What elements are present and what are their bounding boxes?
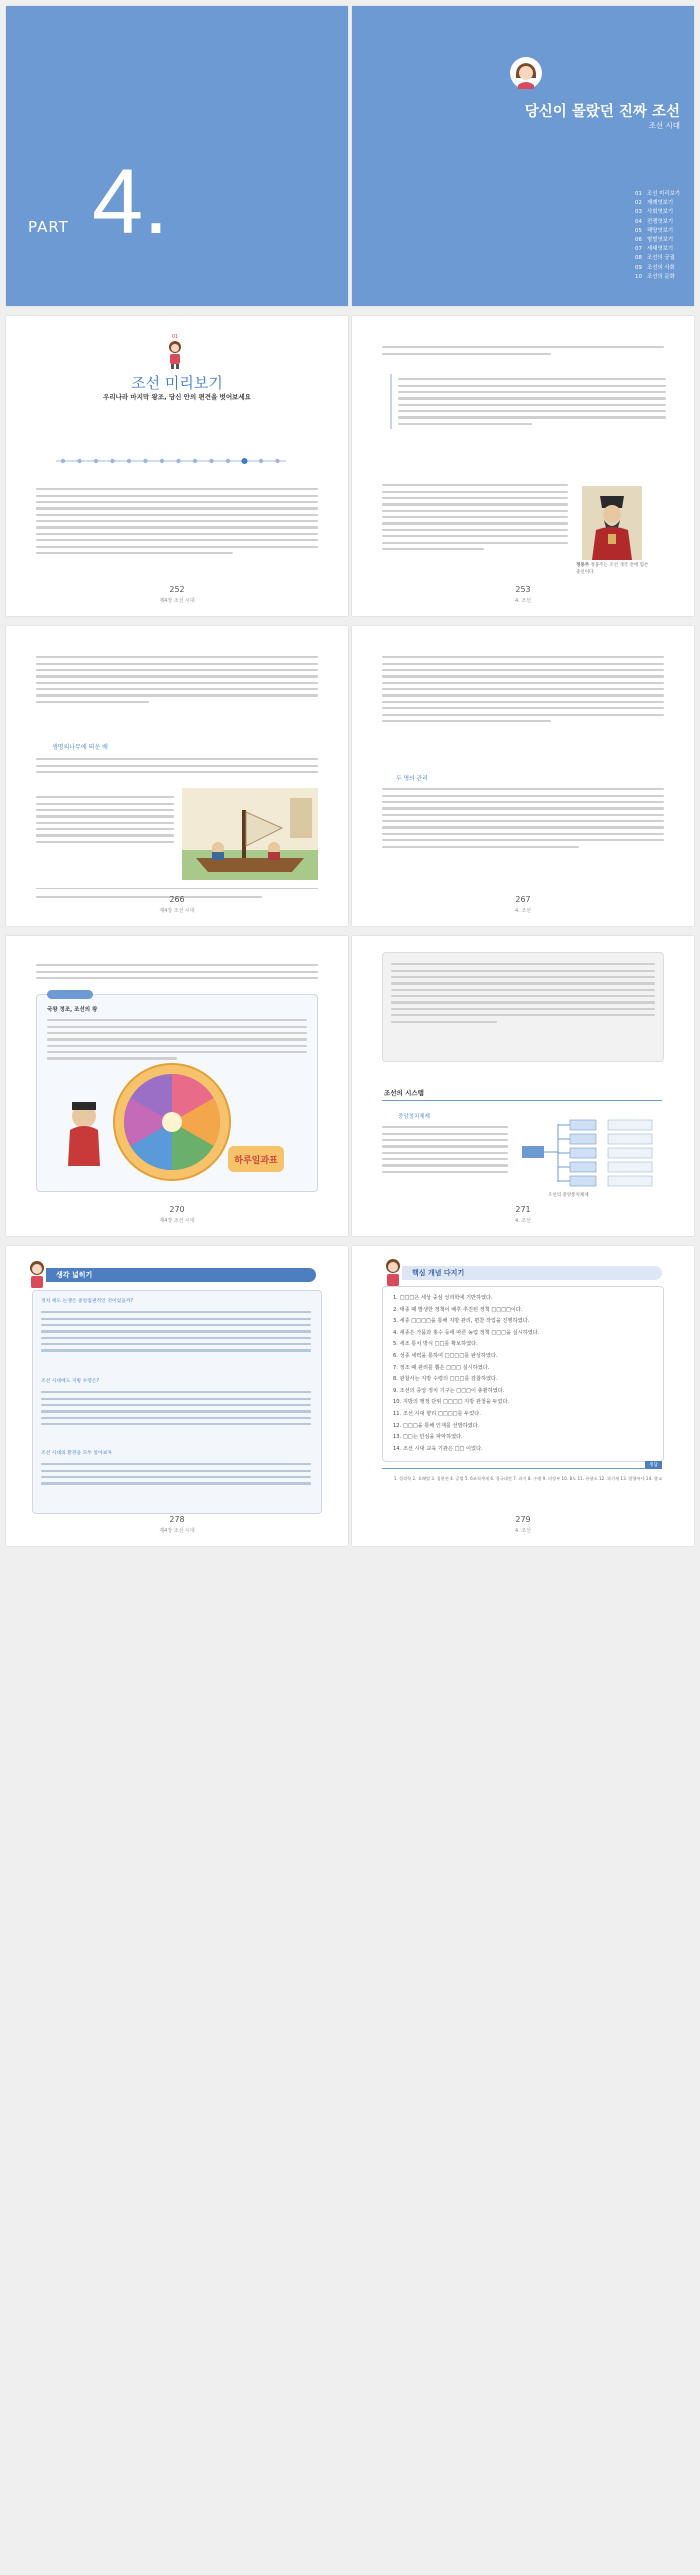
- toc-item-label: 형벌엿보기: [647, 237, 674, 244]
- page-number: 266: [169, 895, 185, 904]
- timeline-dot: [127, 459, 131, 463]
- think-header-label: 생각 넓히기: [56, 1271, 93, 1279]
- concept-item: 7. 정조 때 관리를 뽑은 □□□ 실시하였다.: [393, 1364, 490, 1371]
- answer-label: 정답: [645, 1461, 662, 1469]
- page-number: 270: [169, 1205, 185, 1214]
- page-279: [352, 1246, 694, 1546]
- chart-node: [608, 1162, 652, 1172]
- page-253: [352, 316, 694, 616]
- toc-item-number: 03: [635, 209, 642, 216]
- page-252-body: [36, 484, 318, 558]
- toc-item: [635, 236, 680, 245]
- toc-item-number: 08: [635, 255, 642, 262]
- page-266-body-mid: [36, 754, 318, 777]
- chart-caption: 조선의 중앙통치체제: [548, 1193, 589, 1198]
- toc-item-label: 해양엿보기: [647, 227, 674, 234]
- toc-item-number: 02: [635, 200, 642, 207]
- toc-item: [635, 199, 680, 208]
- page-number: 253: [515, 585, 531, 594]
- page-271-body: [382, 1122, 508, 1177]
- page-270-intro: [36, 960, 318, 983]
- system-section-bar: [382, 1100, 662, 1101]
- daily-wheel-image: [46, 1060, 286, 1184]
- page-section: 4. 조선: [514, 908, 532, 914]
- timeline-dot: [275, 459, 279, 463]
- timeline-dot: [193, 459, 197, 463]
- toc-item: [635, 245, 680, 254]
- page-266: [6, 626, 348, 926]
- concept-header-label: 핵심 개념 다지기: [412, 1269, 465, 1277]
- page-section: 제4장 조선 시대: [159, 598, 195, 604]
- page-number: 267: [515, 895, 531, 904]
- timeline-dot: [160, 459, 164, 463]
- toc-item: [635, 208, 680, 217]
- concept-item: 10. 지방의 행정 단위 □□□□ 지방 관청을 두었다.: [393, 1399, 510, 1406]
- page-266-body-top: [36, 652, 318, 707]
- chart-node: [608, 1176, 652, 1186]
- toc-item-label: 전쟁엿보기: [647, 218, 674, 225]
- toc-item-label: 조선 미리보기: [647, 191, 680, 197]
- page-267: [352, 626, 694, 926]
- page-number: 279: [515, 1515, 531, 1524]
- timeline-dot: [242, 458, 248, 464]
- preview-badge: 01: [171, 334, 179, 340]
- concept-box: [382, 1286, 664, 1462]
- timeline-dot: [61, 459, 65, 463]
- section-heading: 생명의나무에 띄운 배: [52, 744, 108, 751]
- toc-item-label: 세태엿보기: [647, 246, 674, 253]
- concept-header: [402, 1266, 662, 1280]
- cover-right-page: [352, 6, 694, 306]
- page-266-body-left: [36, 792, 174, 847]
- page-section: 4. 조선: [514, 1528, 532, 1534]
- toc-item-label: 조선의 문화: [647, 273, 675, 280]
- think-header: [46, 1268, 316, 1282]
- chart-node: [608, 1120, 652, 1130]
- section-heading: 두 명의 관리: [396, 776, 428, 782]
- answer-text: 1. 성리학 2. 호패법 3. 집현전 4. 공법 5. 6조직계제 6. 경국대전 7. 과거 8. 수령 9. 의정부 10. 8도 11. 유향소 12. 과거제 13. 암행어사 14. 향교: [393, 1476, 662, 1481]
- concept-avatar-icon: [382, 1258, 404, 1288]
- preview-title: 조선 미리보기: [131, 374, 223, 392]
- toc-item-number: 09: [635, 264, 642, 271]
- think-box: [32, 1290, 322, 1514]
- illustration-ship-image: [182, 788, 318, 880]
- concept-item: 4. 세종은 가뭄과 홍수 등에 따른 농업 정책 □□□을 실시하였다.: [393, 1329, 540, 1336]
- info-box-title: 국왕 정조, 조선의 왕: [47, 1007, 98, 1013]
- page-271: [352, 936, 694, 1236]
- toc-item: [635, 227, 680, 236]
- concept-item: 13. □□는 민심을 파악하였다.: [393, 1434, 463, 1441]
- timeline: [51, 449, 291, 473]
- spread-266-267: [6, 626, 694, 926]
- info-box-text: [47, 1015, 307, 1064]
- page-252: [6, 316, 348, 616]
- part-title: 당신이 몰랐던 진짜 조선: [524, 104, 680, 120]
- toc-item: [635, 190, 680, 199]
- wheel-label: 하루일과표: [234, 1156, 278, 1166]
- think-q1: 정치 세도 논쟁은 중앙집권적인 것이었을까?: [41, 1299, 134, 1304]
- government-chart-image: [518, 1116, 658, 1190]
- portrait-name: 정몽주: [576, 563, 590, 568]
- gray-note-box: [382, 952, 664, 1062]
- think-avatar-icon: [26, 1260, 48, 1290]
- timeline-dot: [176, 459, 180, 463]
- page-270: [6, 936, 348, 1236]
- toc-item-label: 제례엿보기: [647, 200, 674, 207]
- spread-270-271: [6, 936, 694, 1236]
- chart-node: [608, 1134, 652, 1144]
- quote-block: [390, 374, 666, 429]
- page-section: 제4장 조선 시대: [159, 1218, 195, 1224]
- page-253-intro: [382, 342, 664, 359]
- toc-item: [635, 218, 680, 227]
- info-box-label: [47, 990, 93, 999]
- toc-item-number: 04: [635, 218, 642, 225]
- timeline-dot: [209, 459, 213, 463]
- concept-item: 12. □□□을 통해 인재를 선발하였다.: [393, 1422, 480, 1429]
- part-toc: [635, 190, 680, 282]
- page-section: 4. 조선: [514, 598, 532, 604]
- concept-item: 3. 세종 □□□□을 통해 지방 관리, 편찬 작업을 진행하였다.: [393, 1318, 530, 1325]
- concept-item: 6. 성종 세력을 통하여 □□□□를 완성하였다.: [393, 1352, 498, 1359]
- timeline-dot: [259, 459, 263, 463]
- toc-item: [635, 264, 680, 273]
- toc-item-label: 사회엿보기: [647, 209, 674, 216]
- toc-item-number: 06: [635, 237, 642, 244]
- portrait-image: [582, 486, 642, 560]
- toc-item-label: 조선의 궁궐: [647, 255, 675, 262]
- part-label: PART: [28, 218, 69, 236]
- page-number: 271: [515, 1205, 531, 1214]
- spread-part-cover: [6, 6, 694, 306]
- toc-item-label: 조선의 사회: [647, 264, 675, 271]
- page-section: 4. 조선: [514, 1218, 532, 1224]
- preview-avatar-icon: [166, 340, 184, 370]
- page-number: 252: [169, 585, 185, 594]
- page-267-body-bottom: [382, 784, 664, 852]
- page-number: 278: [169, 1515, 185, 1524]
- concept-item: 1. □□□은 세상 중심 성리학에 기반하였다.: [393, 1295, 493, 1301]
- page-267-body-top: [382, 652, 664, 726]
- answer-box: [382, 1463, 662, 1503]
- concept-item: 11. 조선 시대 향리 □□□□를 두었다.: [393, 1410, 481, 1417]
- toc-item-number: 01: [635, 191, 642, 197]
- concept-item: 5. 세조 통치 방식 □□를 확보하였다.: [393, 1341, 478, 1348]
- concept-item: 2. 태종 때 발생한 정책이 배후 추진된 정책 □□□□이다.: [393, 1306, 523, 1313]
- gray-note-text: [391, 959, 655, 1027]
- toc-item-number: 07: [635, 246, 642, 253]
- system-subheading: 중앙정치체제: [398, 1114, 430, 1120]
- cover-left-page: [6, 6, 348, 306]
- chart-node: [570, 1148, 596, 1158]
- chart-node: [570, 1134, 596, 1144]
- part-subtitle: 조선 시대: [648, 121, 680, 130]
- chart-node: [570, 1162, 596, 1172]
- spread-252-253: [6, 316, 694, 616]
- timeline-dot: [77, 459, 81, 463]
- concept-item: 8. 관찰사는 지방 수령의 □□□를 감찰하였다.: [393, 1376, 498, 1383]
- toc-item: [635, 273, 680, 282]
- concept-item: 14. 조선 시대 교육 기관은 □□ 이었다.: [393, 1445, 483, 1452]
- toc-item-number: 10: [635, 273, 642, 280]
- portrait-caption: [576, 562, 650, 576]
- spread-278-279: [6, 1246, 694, 1546]
- chart-node: [570, 1120, 596, 1130]
- page-253-body: [382, 480, 568, 554]
- system-section-title: 조선의 시스템: [384, 1089, 424, 1097]
- concept-item: 9. 조선의 중앙 정치 기구는 □□□이 총괄하였다.: [393, 1387, 505, 1394]
- concept-list: [393, 1293, 655, 1455]
- part-number: 4.: [92, 151, 169, 253]
- toc-item-number: 05: [635, 227, 642, 234]
- timeline-dot: [226, 459, 230, 463]
- think-q2: 조선 시대에도 지방 수령은?: [41, 1379, 100, 1384]
- preview-subtitle: 우리나라 마지막 왕조, 당신 안의 편견을 벗어보세요: [103, 393, 251, 401]
- cover-avatar-icon: [509, 56, 543, 90]
- timeline-dot: [110, 459, 114, 463]
- timeline-dot: [143, 459, 147, 463]
- page-section: 제4장 조선 시대: [159, 908, 195, 914]
- chart-node: [570, 1176, 596, 1186]
- toc-item: [635, 254, 680, 263]
- chart-node: [608, 1148, 652, 1158]
- think-q3: 조선 시대의 환관을 모두 알아보자: [41, 1451, 112, 1456]
- timeline-dot: [94, 459, 98, 463]
- page-278: [6, 1246, 348, 1546]
- portrait-caption-text: 정몽주는 조선 개국 전에 힘쓴 충신이다.: [576, 563, 649, 575]
- page-section: 제4장 조선 시대: [159, 1528, 195, 1534]
